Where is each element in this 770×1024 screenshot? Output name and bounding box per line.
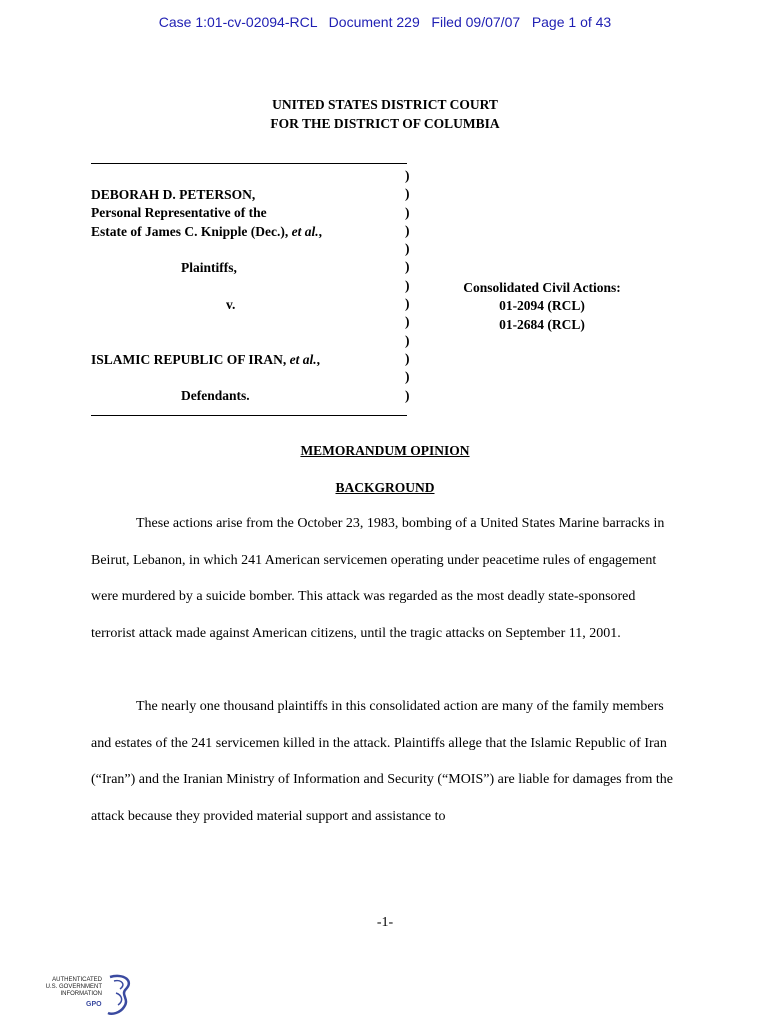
header-filed: Filed 09/07/07 bbox=[431, 14, 521, 30]
action-number-1: 01-2094 (RCL) bbox=[499, 298, 585, 314]
defendants-label: Defendants. bbox=[181, 388, 250, 404]
defendant-et-al: et al. bbox=[289, 351, 317, 367]
paragraph-1: These actions arise from the October 23, 1983, bombing of a United States Marine barracks in Beirut, Lebanon, in which 241 American servicemen operating under peacetime rules of engagement were murdered by a suicide bomber. This attack was regarded as the most deadly state-sponsored terrorist attack made against American citizens, until the tragic attacks on September 11, 2001. bbox=[91, 516, 665, 641]
plaintiff-role-1: Personal Representative of the bbox=[91, 205, 267, 221]
consolidated-actions bbox=[452, 279, 632, 334]
defendant-line: ISLAMIC REPUBLIC OF IRAN, et al., bbox=[91, 351, 321, 367]
gpo-label: GPO bbox=[86, 1001, 102, 1008]
caption-parentheses: ) ) ) ) ) ) ) ) ) ) ) ) ) bbox=[405, 168, 410, 403]
gpo-text-line-1: AUTHENTICATED bbox=[52, 977, 102, 983]
actions-label: Consolidated Civil Actions: bbox=[463, 280, 621, 295]
plaintiff-role-2-line: Estate of James C. Knipple (Dec.), et al., bbox=[91, 223, 322, 239]
gpo-text-line-2: U.S. GOVERNMENT bbox=[45, 984, 102, 990]
plaintiff-role-2: Estate of James C. Knipple (Dec.), bbox=[91, 223, 289, 239]
court-line-2: FOR THE DISTRICT OF COLUMBIA bbox=[270, 116, 500, 131]
gpo-text-line-3: INFORMATION bbox=[60, 991, 102, 997]
gpo-logo bbox=[38, 973, 138, 1017]
caption-parties bbox=[91, 186, 322, 406]
memorandum-title: MEMORANDUM OPINION bbox=[300, 443, 470, 458]
caption-top-rule bbox=[91, 163, 407, 164]
plaintiffs-label: Plaintiffs, bbox=[181, 260, 237, 276]
header-page: Page 1 of 43 bbox=[531, 14, 612, 30]
paragraph-2: The nearly one thousand plaintiffs in this consolidated action are many of the family members and estates of the 241 servicemen killed in the attack. Plaintiffs allege that the Islamic Republic of Iran (“Iran”) and the Iranian Ministry of Information and Security (“MOIS”) are liable for damages from the attack because they provided material support and assistance to bbox=[91, 699, 673, 824]
court-line-1: UNITED STATES DISTRICT COURT bbox=[272, 97, 498, 112]
ecf-header bbox=[0, 14, 770, 30]
gpo-eagle-icon bbox=[104, 973, 136, 1017]
caption-bottom-rule bbox=[91, 415, 407, 416]
header-case: Case 1:01-cv-02094-RCL bbox=[158, 14, 317, 30]
defendant-name: ISLAMIC REPUBLIC OF IRAN, bbox=[91, 351, 287, 367]
page-number: -1- bbox=[376, 915, 394, 930]
plaintiff-et-al: et al. bbox=[291, 223, 319, 239]
action-number-2: 01-2684 (RCL) bbox=[499, 316, 585, 332]
background-heading: BACKGROUND bbox=[335, 480, 435, 495]
plaintiff-name: DEBORAH D. PETERSON, bbox=[91, 187, 256, 202]
versus-label: v. bbox=[226, 296, 236, 312]
court-heading bbox=[0, 95, 770, 133]
header-document: Document 229 bbox=[328, 14, 420, 30]
